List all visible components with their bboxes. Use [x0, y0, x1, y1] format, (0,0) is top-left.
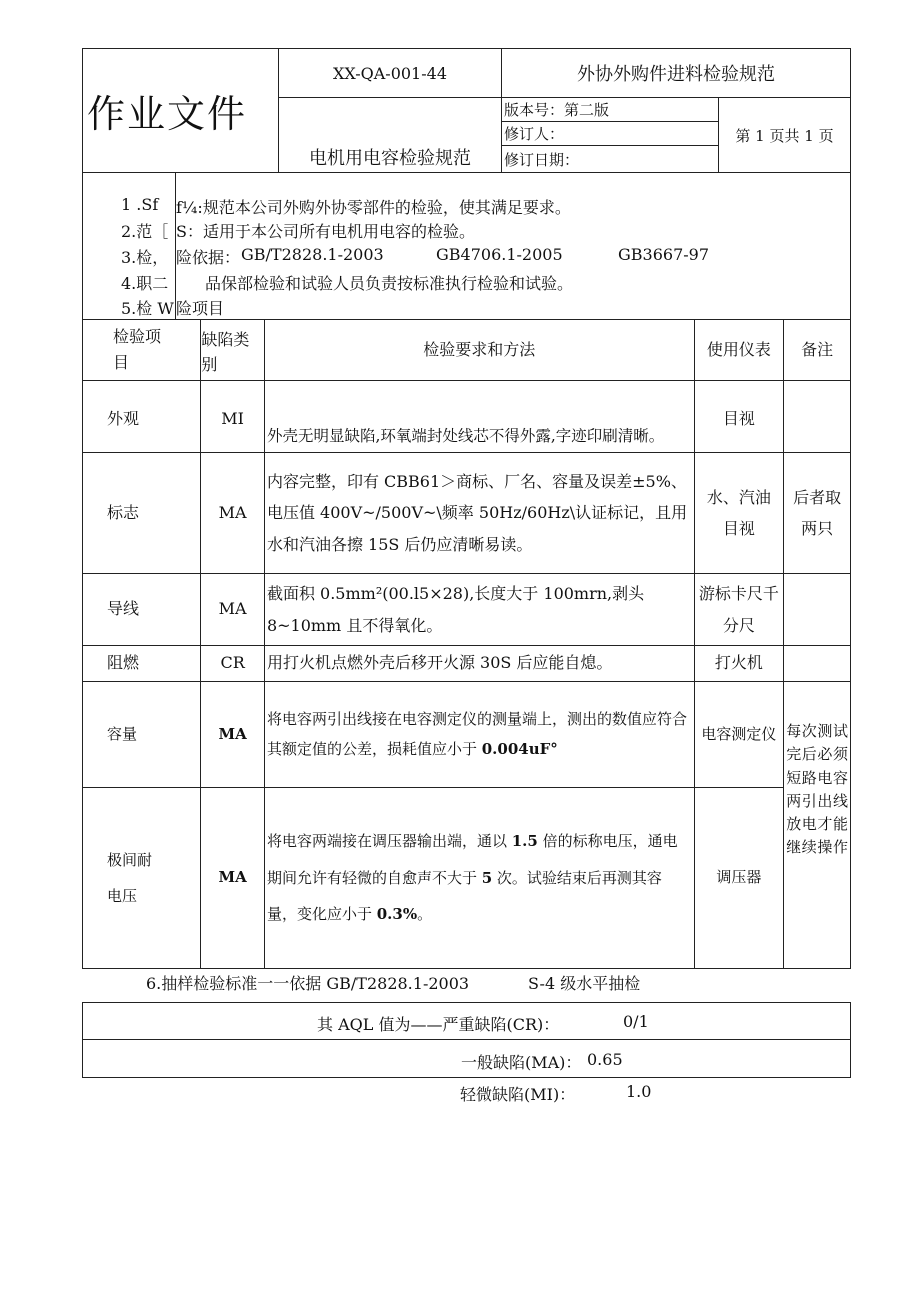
page-indicator: 第 1 页共 1 页: [719, 98, 851, 173]
intro-label-3: 3.检，: [121, 248, 169, 267]
standard-1: GB/T2828.1-2003: [241, 245, 384, 264]
intro-text-4: 品保部检验和试验人员负责按标准执行检验和试验。: [205, 274, 574, 293]
row-item-text: 极间耐电压: [107, 851, 153, 905]
row-method: [264, 788, 694, 969]
row-item: 容量: [83, 682, 201, 788]
row-instrument: 目视: [694, 381, 784, 453]
aql-cr-value: 0/1: [623, 1012, 649, 1031]
version-label: 版本号：第二版: [502, 98, 719, 122]
intro-label-5: 5.检 W: [121, 299, 174, 318]
row-remark: [784, 381, 851, 453]
doc-category: 外协外购件进料检验规范: [502, 49, 851, 98]
row-method-text-b: 倍的标称电压，通电期间允许有轻微的自愈声不大于: [266, 831, 678, 887]
row-item: 标志: [83, 453, 201, 574]
table-row: [83, 788, 851, 969]
table-row: [83, 453, 851, 574]
row-item: [83, 788, 201, 969]
reviser-label: 修订人：: [502, 122, 719, 146]
aql-row: [83, 1003, 851, 1040]
sampling-standard: 6.抽样检验标准一一依据 GB/T2828.1-2003: [146, 974, 470, 993]
inspection-table: [82, 319, 851, 969]
row-method-value-2: 5: [481, 868, 493, 887]
row-remark: 每次测试完后必须短路电容两引出线放电才能继续操作: [784, 682, 851, 969]
aql-mi-label: 轻微缺陷(MI)：: [460, 1085, 576, 1104]
intro-label-4: 4.职二: [121, 274, 169, 293]
aql-ma-label: 一般缺陷(MA)：: [461, 1053, 582, 1072]
table-header-row: [83, 320, 851, 381]
row-defect: MI: [201, 381, 265, 453]
intro-text-3: 险依据：: [176, 248, 241, 267]
row-method-text-c: 次。试验结束后再测其容量，变化应小于: [266, 868, 662, 924]
row-instrument: 水、汽油目视: [694, 453, 784, 574]
row-defect: MA: [201, 682, 265, 788]
header-item: [83, 320, 201, 381]
revise-date-label: 修订日期：: [502, 146, 719, 173]
row-method: 用打火机点燃外壳后移开火源 30S 后应能自熄。: [264, 646, 694, 682]
row-instrument: 游标卡尺千分尺: [694, 574, 784, 646]
document-header: [82, 48, 851, 173]
aql-cell-1: [83, 1003, 851, 1040]
intro-label-2: 2.范［: [121, 222, 169, 241]
table-row: [83, 646, 851, 682]
row-item: 导线: [83, 574, 201, 646]
aql-ma-value: 0.65: [587, 1050, 623, 1069]
row-defect: MA: [201, 788, 265, 969]
aql-mi-value: 1.0: [626, 1082, 652, 1101]
row-method: 截面积 0.5mm²(00.l5×28),长度大于 100mrn,剥头 8~10mm 且不得氧化。: [264, 574, 694, 646]
row-method: 外壳无明显缺陷,环氧端封处线芯不得外露,字迹印刷清晰。: [264, 381, 694, 453]
table-row: [83, 381, 851, 453]
row-remark-empty: [784, 646, 851, 682]
doc-number: XX-QA-001-44: [279, 49, 502, 98]
row-method-text: 将电容两引出线接在电容测定仪的测量端上，测出的数值应符合其额定值的公差，损耗值应小于: [266, 710, 687, 758]
aql-row: [83, 1040, 851, 1078]
row-method-text-d: 。: [417, 905, 433, 924]
row-method-value-1: 1.5: [511, 831, 538, 850]
row-method-value: 0.004uF°: [481, 739, 558, 758]
row-item: 外观: [83, 381, 201, 453]
row-instrument: 调压器: [694, 788, 784, 969]
table-row: [83, 574, 851, 646]
intro-text-2: S：适用于本公司所有电机用电容的检验。: [176, 222, 475, 241]
standard-2: GB4706.1-2005: [436, 245, 563, 264]
row-remark: 后者取两只: [784, 453, 851, 574]
intro-label-1: 1 .Sf: [121, 195, 159, 214]
standard-3: GB3667-97: [618, 245, 710, 264]
row-method-value-3: 0.3%: [376, 905, 418, 924]
header-item-text: 检验项目: [113, 327, 162, 372]
row-method-text-a: 将电容两端接在调压器输出端，通以: [266, 831, 512, 850]
intro-text-5: 险项目: [176, 299, 225, 318]
doc-title: 电机用电容检验规范: [279, 98, 502, 173]
header-remark: 备注: [784, 320, 851, 381]
table-row: [83, 682, 851, 788]
aql-cr-label: 其 AQL 值为——严重缺陷(CR)：: [317, 1015, 560, 1034]
header-method: 检验要求和方法: [264, 320, 694, 381]
header-defect: 缺陷类别: [201, 320, 265, 381]
aql-table: [82, 1002, 851, 1078]
intro-section: [82, 173, 851, 320]
row-defect: CR: [201, 646, 265, 682]
aql-cell-2: [83, 1040, 851, 1078]
header-instrument: 使用仪表: [694, 320, 784, 381]
row-method: 内容完整，印有 CBB61＞商标、厂名、容量及误差±5%、电压值 400V~/500V~\频率 50Hz/60Hz\认证标记，且用水和汽油各擦 15S 后仍应清晰易读。: [264, 453, 694, 574]
row-defect: MA: [201, 453, 265, 574]
row-method: [264, 682, 694, 788]
intro-text-1: f¼:规范本公司外购外协零部件的检验，使其满足要求。: [176, 198, 571, 217]
row-instrument: 电容测定仪: [694, 682, 784, 788]
row-item: 阻燃: [83, 646, 201, 682]
sampling-level: S-4 级水平抽检: [528, 974, 641, 993]
row-defect: MA: [201, 574, 265, 646]
row-instrument: 打火机: [694, 646, 784, 682]
doc-type: 作业文件: [83, 49, 279, 173]
row-remark: [784, 574, 851, 646]
